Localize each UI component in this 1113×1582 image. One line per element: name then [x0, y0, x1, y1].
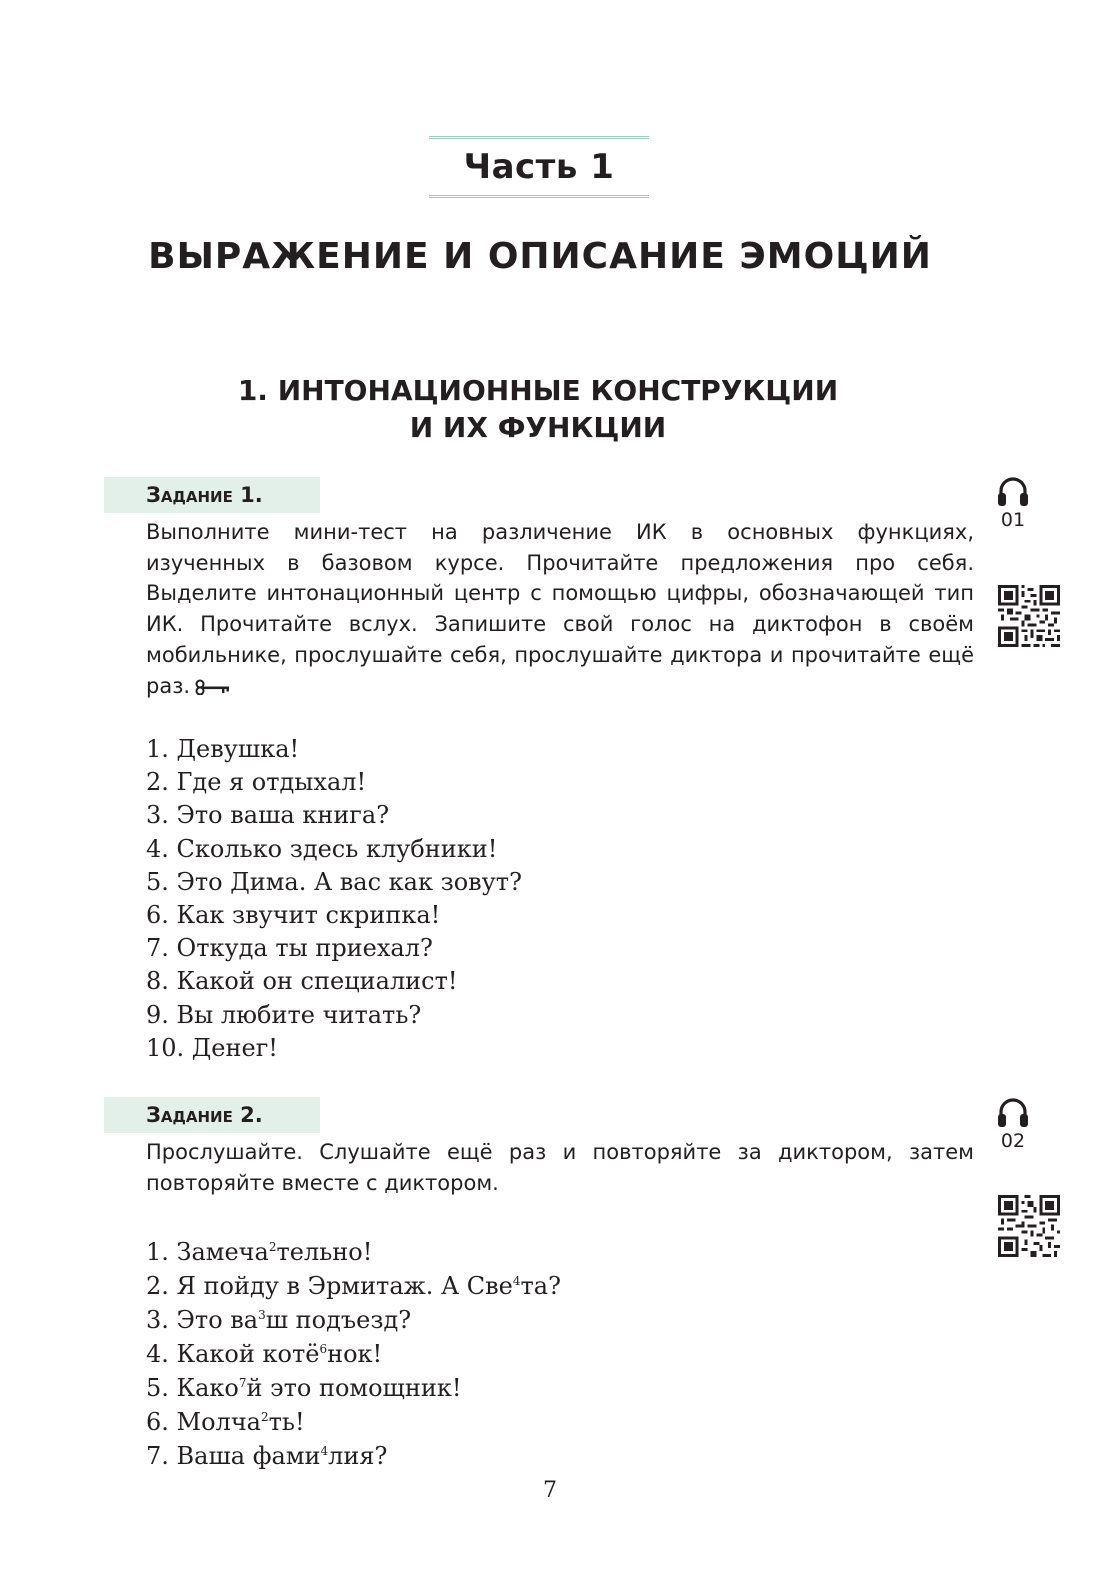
audio-number: 01	[1000, 509, 1026, 531]
list-item: 6. Молча$^2$ть!	[146, 1408, 305, 1436]
part-header	[429, 136, 649, 198]
key-icon	[194, 679, 232, 695]
list-item: 2. Я пойду в Эрмитаж. А Све$^4$та?	[146, 1272, 561, 1300]
list-item: 3. Это $ва^3ш$ подъезд?	[146, 1306, 412, 1334]
section-title-line-1: 1. ИНТОНАЦИОННЫЕ КОНСТРУКЦИИ	[237, 374, 839, 407]
task-1-text: Выполните мини-тест на различение ИК в основных функциях, изученных в базовом курсе. Прочитайте предложения про себя. Выделите интонационный центр с помощью цифры, обозначающей тип ИК. Прочитайте вслух. Запишите свой голос на диктофон в своём мобильнике, прослушайте себя, прослушайте диктора и прочитайте ещё раз.	[146, 520, 974, 698]
task-1-instructions	[146, 517, 974, 701]
qr-code-icon[interactable]	[998, 585, 1060, 647]
qr-code-icon[interactable]	[998, 1195, 1060, 1257]
list-item: 3. Это ваша книга?	[146, 801, 390, 830]
section-title-line-2: И ИХ ФУНКЦИИ	[409, 411, 667, 444]
list-item: 2. Где я отдыхал!	[146, 768, 367, 797]
section-title	[0, 372, 1076, 446]
headphones-icon	[996, 476, 1030, 508]
task-1-audio[interactable]	[994, 476, 1032, 531]
task-2-audio[interactable]	[994, 1097, 1032, 1152]
list-item: 7. Ваша фами$^4$лия?	[146, 1442, 388, 1470]
list-item: 1. Девушка!	[146, 735, 300, 763]
part-title: Часть 1	[463, 147, 615, 187]
task-2-list	[146, 1235, 561, 1473]
intonation-mark: 4	[512, 1274, 521, 1288]
list-item: 9. Вы любите читать?	[146, 1000, 422, 1029]
list-item: 1. Замеча$^2$тельно!	[146, 1238, 373, 1266]
intonation-mark: 2	[261, 1410, 269, 1424]
list-item: 4. Сколько здесь клубники!	[146, 834, 498, 863]
intonation-mark: 6	[319, 1342, 328, 1356]
list-item: 8. Какой он специалист!	[146, 967, 458, 996]
intonation-mark: 4	[320, 1444, 329, 1458]
task-1-list	[146, 733, 522, 1065]
list-item: 4. Какой котё$^6$нок!	[146, 1340, 383, 1368]
list-item: 5. Это Дима. А вас как зовут?	[146, 867, 522, 896]
audio-number: 02	[1000, 1130, 1026, 1152]
task-2-instructions: Прослушайте. Слушайте ещё раз и повторяйте за диктором, затем повторяйте вместе с диктором.	[146, 1140, 974, 1195]
list-item: 6. Как звучит скрипка!	[146, 900, 441, 929]
task-2-label: Задание 2.	[104, 1097, 320, 1133]
page-number: 7	[543, 1478, 557, 1503]
intonation-mark: 7	[238, 1376, 247, 1390]
list-item: 7. Откуда ты приехал?	[146, 934, 433, 963]
list-item: 5. Како$^7$й это помощник!	[146, 1374, 462, 1402]
intonation-mark: 3	[258, 1308, 266, 1322]
main-title: ВЫРАЖЕНИЕ И ОПИСАНИЕ ЭМОЦИЙ	[148, 236, 932, 277]
headphones-icon	[996, 1097, 1030, 1129]
list-item: 10. Денег!	[146, 1033, 278, 1062]
task-1-label: Задание 1.	[104, 477, 320, 513]
intonation-mark: 2	[268, 1240, 277, 1254]
